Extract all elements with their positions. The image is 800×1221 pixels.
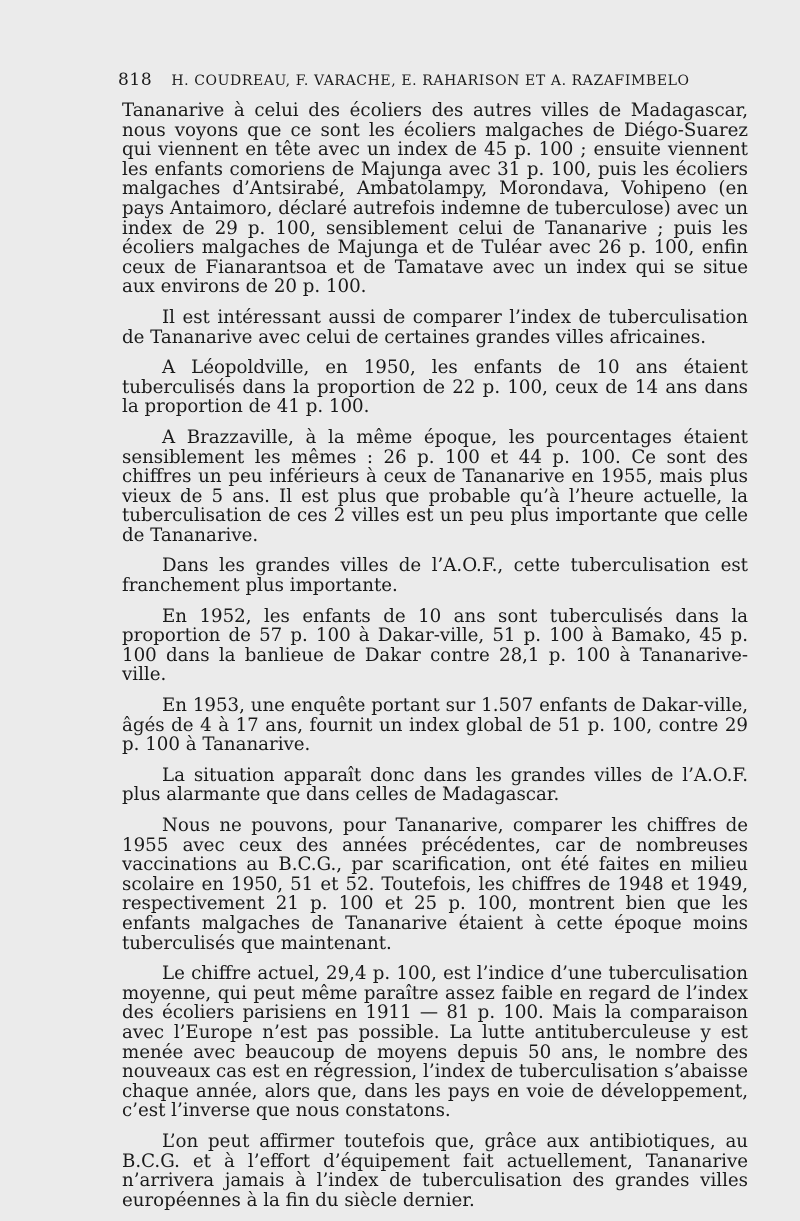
paragraph: Nous ne pouvons, pour Tananarive, comparer les chiffres de 1955 avec ceux des années précédentes, car de nombreuses vaccinations au B.C.G., par scarification, ont été faites en milieu scolaire en 1950, 51 et 52. Toutefois, les chiffres de 1948 et 1949, respectivement 21 p. 100 et 25 p. 100, montrent bien que les enfants malgaches de Tananarive étaient à cette époque moins tuberculisés que maintenant. bbox=[122, 815, 748, 954]
paragraph-continued: Tananarive à celui des écoliers des autres villes de Madagascar, nous voyons que ce sont les écoliers malgaches de Diégo-Suarez qui viennent en tête avec un index de 45 p. 100 ; ensuite viennent les enfants comoriens de Majunga avec 31 p. 100, puis les écoliers malgaches d’Antsirabé, Ambatolampy, Morondava, Vohipeno (en pays Antaimoro, déclaré autrefois indemne de tuberculose) avec un index de 29 p. 100, sensiblement celui de Tananarive ; puis les écoliers malgaches de Majunga et de Tuléar avec 26 p. 100, enfin ceux de Fianarantsoa et de Tamatave avec un index qui se situe aux environs de 20 p. 100. bbox=[122, 100, 748, 298]
paragraph: Il est intéressant aussi de comparer l’index de tuberculisation de Tananarive avec celui de certaines grandes villes africaines. bbox=[122, 306, 748, 348]
body-text bbox=[122, 101, 748, 1221]
running-head-authors: H. COUDREAU, F. VARACHE, E. RAHARISON ET A. RAZAFIMBELO bbox=[171, 73, 690, 89]
running-head bbox=[118, 70, 718, 92]
paragraph: A Brazzaville, à la même époque, les pourcentages étaient sensiblement les mêmes : 26 p. 100 et 44 p. 100. Ce sont des chiffres un peu inférieurs à ceux de Tananarive en 1955, mais plus vieux de 5 ans. Il est plus que probable qu’à l’heure actuelle, la tuberculisation de ces 2 villes est un peu plus importante que celle de Tananarive. bbox=[122, 426, 748, 546]
paragraph: En 1952, les enfants de 10 ans sont tuberculisés dans la proportion de 57 p. 100 à Dakar-ville, 51 p. 100 à Bamako, 45 p. 100 dans la banlieue de Dakar contre 28,1 p. 100 à Tananarive-ville. bbox=[122, 605, 748, 686]
paragraph: A Léopoldville, en 1950, les enfants de 10 ans étaient tuberculisés dans la proportion de 22 p. 100, ceux de 14 ans dans la proportion de 41 p. 100. bbox=[122, 357, 748, 418]
paragraph: L’on peut affirmer toutefois que, grâce aux antibiotiques, au B.C.G. et à l’effort d’équipement fait actuellement, Tananarive n’arrivera jamais à l’index de tuberculisation des grandes villes européennes à la fin du siècle dernier. bbox=[122, 1130, 748, 1211]
paragraph: La situation apparaît donc dans les grandes villes de l’A.O.F. plus alarmante que dans celles de Madagascar. bbox=[122, 764, 748, 806]
paragraph: En 1953, une enquête portant sur 1.507 enfants de Dakar-ville, âgés de 4 à 17 ans, fournit un index global de 51 p. 100, contre 29 p. 100 à Tananarive. bbox=[122, 695, 748, 756]
paragraph: Dans les grandes villes de l’A.O.F., cette tuberculisation est franchement plus importante. bbox=[122, 555, 748, 597]
paragraph: Le chiffre actuel, 29,4 p. 100, est l’indice d’une tuberculisation moyenne, qui peut même paraître assez faible en regard de l’index des écoliers parisiens en 1911 — 81 p. 100. Mais la comparaison avec l’Europe n’est pas possible. La lutte antituberculeuse y est menée avec beaucoup de moyens depuis 50 ans, le nombre des nouveaux cas est en régression, l’index de tuberculisation s’abaisse chaque année, alors que, dans les pays en voie de développement, c’est l’inverse que nous constatons. bbox=[122, 963, 748, 1122]
page-number: 818 bbox=[118, 70, 153, 90]
